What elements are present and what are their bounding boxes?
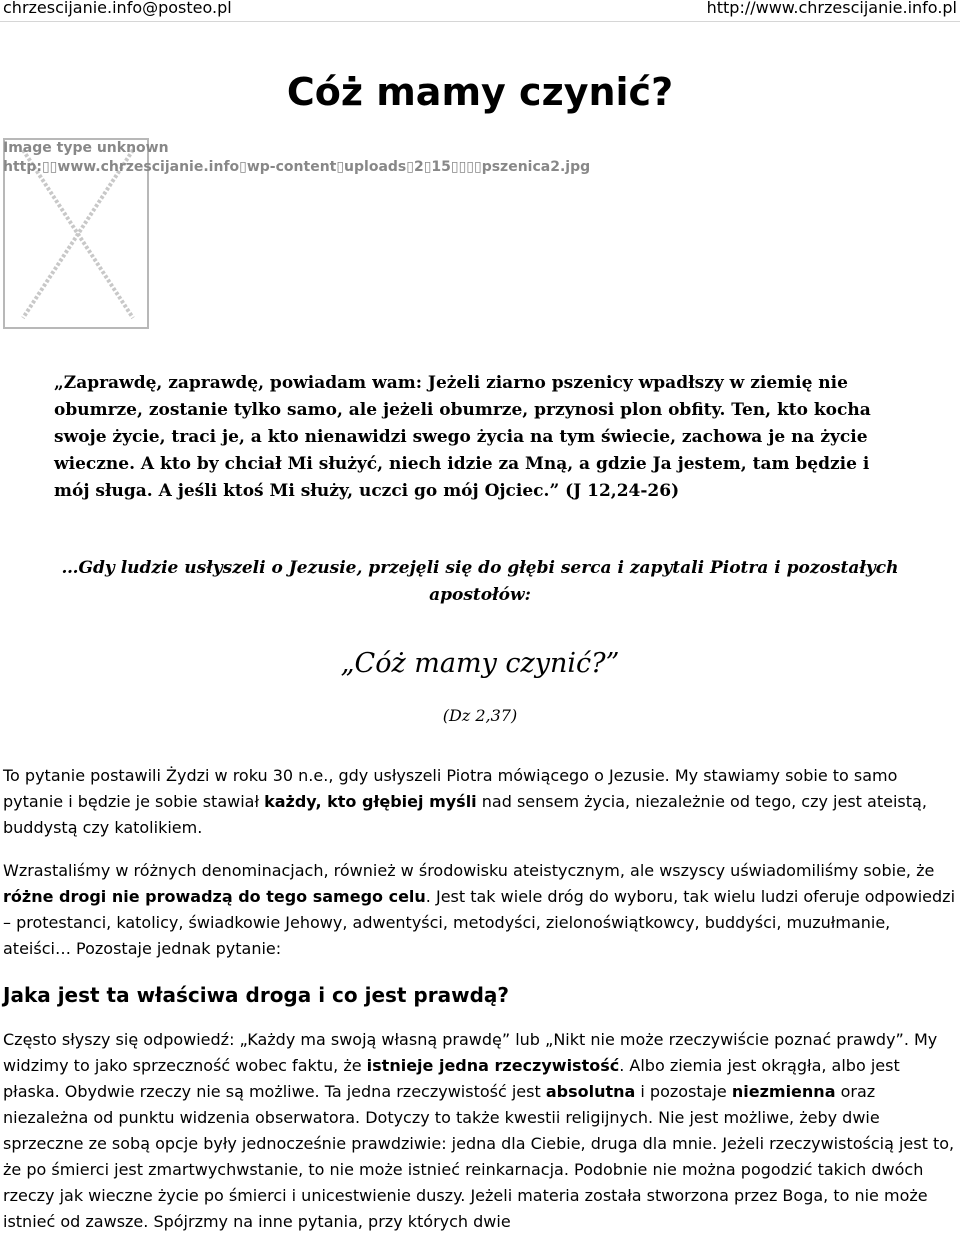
paragraph-3-bold-3: niezmienna	[731, 1082, 836, 1101]
image-url: http:▯▯www.chrzescijanie.info▯wp-content▯uploads▯2▯15▯▯▯▯pszenica2.jpg	[3, 159, 591, 175]
page-title: Cóż mamy czynić?	[286, 70, 674, 114]
paragraph-1-bold: każdy, kto głębiej myśli	[264, 792, 477, 811]
paragraph-3-bold-1: istnieje jedna rzeczywistość	[366, 1056, 620, 1075]
acts-intro: …Gdy ludzie usłyszeli o Jezusie, przejęli się do głębi serca i zapytali Piotra i pozostałych apostołów:	[61, 558, 899, 605]
gospel-quote: „Zaprawdę, zaprawdę, powiadam wam: Jeżeli ziarno pszenicy wpadłszy w ziemię nie obumrze, zostanie tylko samo, ale jeżeli obumrze, przynosi plon obfity. Ten, kto kocha swoje życie, traci je, a kto nienawidzi swego życia na tym świecie, zachowa je na życie wieczne. A kto by chciał Mi służyć, niech idzie za Mną, a gdzie Ja jestem, tam będzie i mój sługa. A jeśli ktoś Mi służy, uczci go mój Ojciec.” (J 12,24-26)	[54, 373, 871, 501]
paragraph-3-text-2: . Albo ziemia jest okrągła, albo jest płaska. Obydwie rzeczy nie są możliwe. Ta jedna rzeczywistość jest	[3, 1056, 900, 1101]
paragraph-2-text-a: Wzrastaliśmy w różnych denominacjach, również w środowisku ateistycznym, ale wszyscy uświadomiliśmy sobie, że	[3, 861, 935, 880]
image-type-label: Image type unknown	[3, 140, 169, 156]
paragraph-3	[3, 1027, 957, 1235]
paragraph-3-text-4: oraz niezależna od punktu widzenia obserwatora. Dotyczy to także kwestii religijnych. Nie jest możliwe, żeby dwie sprzeczne ze sobą opcje były jednocześnie prawdziwie: jedna dla Ciebie, druga dla mnie. Jeżeli rzeczywistością jest to, że po śmierci jest zmartwychwstanie, to nie może istnieć reinkarnacja. Podobnie nie można pogodzić takich dwóch rzeczy jak wieczne życie po śmierci i unicestwienie duszy. Jeżeli materia została stworzona przez Boga, to nie może istnieć od zawsze. Spójrzmy na inne pytania, przy których dwie	[3, 1082, 955, 1231]
section-heading: Jaka jest ta właściwa droga i co jest prawdą?	[3, 983, 509, 1007]
paragraph-2-text-b: . Jest tak wiele dróg do wyboru, tak wielu ludzi oferuje odpowiedzi – protestanci, katolicy, świadkowie Jehowy, adwentyści, metodyści, zielonoświątkowcy, buddyści, muzułmanie, ateiści… Pozostaje jednak pytanie:	[3, 887, 956, 958]
paragraph-1-text-b: nad sensem życia, niezależnie od tego, czy jest ateistą, buddystą czy katolikiem.	[3, 792, 927, 837]
paragraph-1-text-a: To pytanie postawili Żydzi w roku 30 n.e., gdy usłyszeli Piotra mówiącego o Jezusie. My stawiamy sobie to samo pytanie i będzie je sobie stawiał	[3, 766, 898, 811]
acts-quote: „Cóż mamy czynić?”	[340, 648, 620, 679]
header-divider	[0, 21, 960, 22]
paragraph-3-bold-2: absolutna	[545, 1082, 636, 1101]
header-email[interactable]: chrzescijanie.info@posteo.pl	[3, 0, 232, 17]
acts-reference: (Dz 2,37)	[442, 706, 518, 725]
paragraph-1	[3, 763, 957, 841]
paragraph-3-text-3: i pozostaje	[635, 1082, 732, 1101]
paragraph-2-bold: różne drogi nie prowadzą do tego samego celu	[3, 887, 426, 906]
paragraph-3-text-1: Często słyszy się odpowiedź: „Każdy ma swoją własną prawdę” lub „Nikt nie może rzeczywiście poznać prawdy”. My widzimy to jako sprzeczność wobec faktu, że	[3, 1030, 938, 1075]
paragraph-2	[3, 858, 957, 962]
header-url[interactable]: http://www.chrzescijanie.info.pl	[706, 0, 957, 17]
